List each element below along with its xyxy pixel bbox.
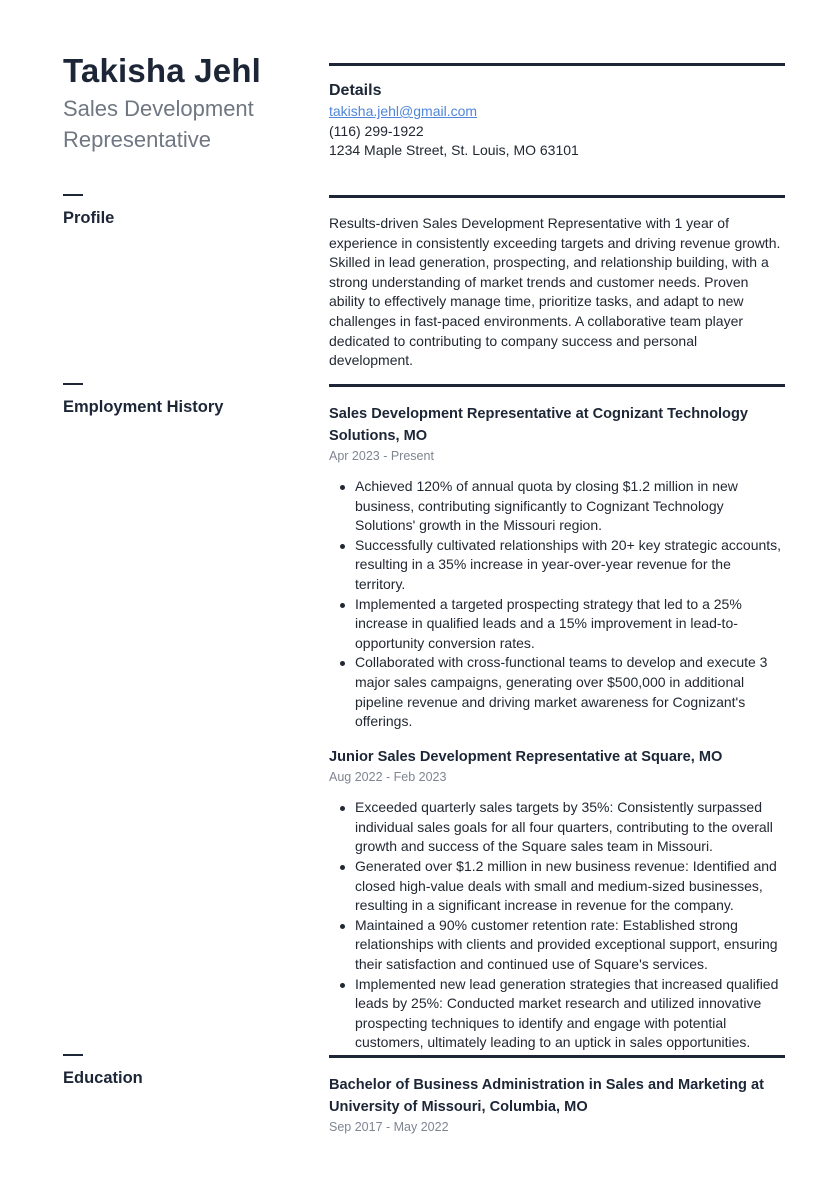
- education-label: [63, 1054, 143, 1088]
- list-item: Implemented a targeted prospecting strategy that led to a 25% increase in qualified leads and a 15% improvement in lead-to-opportunity conversion rates.: [355, 595, 785, 654]
- list-item: Collaborated with cross-functional teams to develop and execute 3 major sales campaigns, generating over $500,000 in additional pipeline revenue and driving market awareness for Cognizant's offerings.: [355, 653, 785, 731]
- list-item: Generated over $1.2 million in new business revenue: Identified and closed high-value deals with small and medium-sized businesses, resulting in a significant increase in revenue for the company.: [355, 857, 785, 916]
- education-entry: [329, 1075, 785, 1136]
- section-divider: [329, 63, 785, 66]
- details-section: [329, 63, 785, 161]
- section-dash: [63, 194, 83, 196]
- list-item: Implemented new lead generation strategies that increased qualified leads by 25%: Conducted market research and utilized innovative prospecting techniques to identify and engage with potential customers, ultimately leading to an uptick in sales opportunities.: [355, 975, 785, 1053]
- section-divider: [329, 195, 785, 198]
- address: 1234 Maple Street, St. Louis, MO 63101: [329, 142, 579, 159]
- education-section: [329, 1055, 785, 1148]
- job-entry: [329, 747, 785, 1053]
- job-entry: [329, 404, 785, 732]
- education-heading: Education: [63, 1069, 143, 1087]
- candidate-name: Takisha Jehl: [63, 52, 262, 89]
- job-title: Junior Sales Development Representative at Square, MO: [329, 748, 723, 765]
- phone-number: (116) 299-1922: [329, 122, 424, 139]
- employment-label: [63, 383, 223, 417]
- list-item: Maintained a 90% customer retention rate: Established strong relationships with clients and provided exceptional support, ensuring their satisfaction and continued use of Square's services.: [355, 916, 785, 975]
- email-link[interactable]: takisha.jehl@gmail.com: [329, 103, 478, 119]
- job-bullets: [329, 477, 785, 732]
- section-divider: [329, 1055, 785, 1058]
- details-heading: Details: [329, 82, 382, 99]
- employment-heading: Employment History: [63, 398, 224, 416]
- job-bullets: [329, 798, 785, 1053]
- list-item: Achieved 120% of annual quota by closing $1.2 million in new business, contributing significantly to Cognizant Technology Solutions' growth in the Missouri region.: [355, 477, 785, 536]
- profile-section: [329, 195, 785, 371]
- list-item: Successfully cultivated relationships with 20+ key strategic accounts, resulting in a 35% increase in year-over-year revenue for the territory.: [355, 536, 785, 595]
- job-title: Sales Development Representative at Cognizant Technology Solutions, MO: [329, 406, 748, 444]
- education-dates: Sep 2017 - May 2022: [329, 1120, 449, 1134]
- list-item: Exceeded quarterly sales targets by 35%: Consistently surpassed individual sales goals for all four quarters, contributing to the overall growth and success of the Square sales team in Missouri.: [355, 798, 785, 857]
- job-dates: Aug 2022 - Feb 2023: [329, 770, 447, 785]
- profile-text: Results-driven Sales Development Representative with 1 year of experience in consistently exceeding targets and driving revenue growth. Skilled in lead generation, prospecting, and relationship building, with a strong understanding of market trends and customer needs. Proven ability to effectively manage time, prioritize tasks, and adapt to new challenges in fast-paced environments. A collaborative team player dedicated to contributing to company success and personal development.: [329, 215, 781, 369]
- profile-label: [63, 194, 114, 228]
- candidate-title: Sales Development Representative: [63, 96, 254, 152]
- section-dash: [63, 383, 83, 385]
- section-divider: [329, 384, 785, 387]
- degree-title: Bachelor of Business Administration in Sales and Marketing at University of Missouri, Columbia, MO: [329, 1077, 764, 1115]
- employment-section: [329, 384, 785, 1053]
- job-dates: Apr 2023 - Present: [329, 449, 434, 463]
- section-dash: [63, 1054, 83, 1056]
- profile-heading: Profile: [63, 209, 115, 227]
